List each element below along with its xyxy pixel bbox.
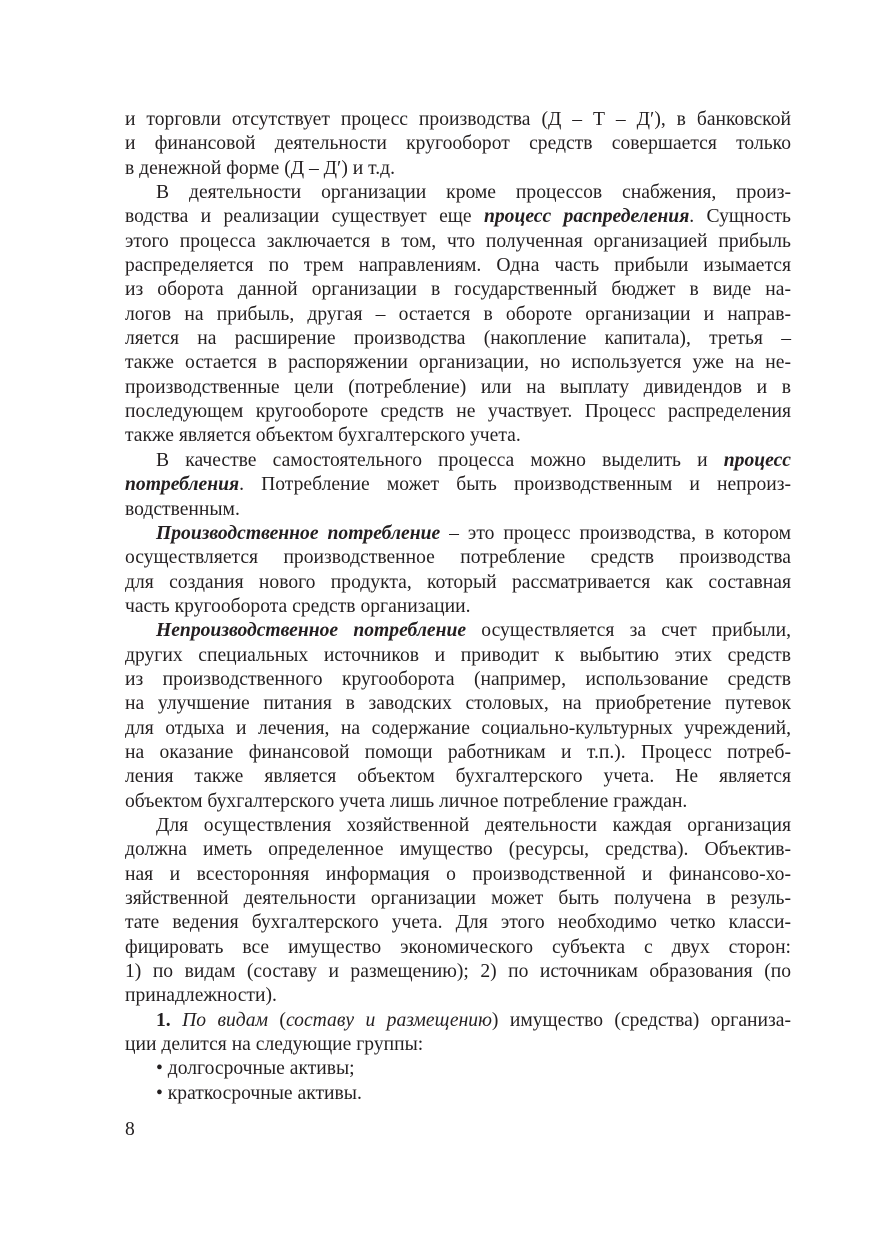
text-run: ( (268, 1009, 286, 1031)
text-line: также является объектом бухгалтерского учета. (125, 425, 521, 447)
text-line: и финансовой деятельности кругооборот средств совершается только (125, 133, 791, 155)
paragraph (125, 814, 791, 1009)
text-line: из производственного кругооборота (например, использование средств (125, 668, 791, 690)
term-productive-consumption: Производственное потребление (156, 522, 441, 544)
text-line: и торговли отсутствует процесс производства (Д – Т – Д′), в банковской (125, 109, 791, 130)
list-number: 1. (156, 1009, 171, 1031)
text-line: часть кругооборота средств организации. (125, 595, 471, 617)
text-line (125, 449, 791, 473)
text-line (125, 473, 791, 497)
text-line: фицировать все имущество экономического субъекта с двух сторон: (125, 936, 791, 958)
text-line: объектом бухгалтерского учета лишь личное потребление граждан. (125, 790, 688, 812)
text-run: В качестве самостоятельного процесса можно выделить и (156, 449, 724, 471)
term-consumption-process: процесс (723, 449, 791, 471)
term-distribution-process: процесс распределения (483, 206, 690, 228)
text-run: осуществляется за счет прибыли, (466, 620, 791, 642)
term-composition-placement: составу и размещению (285, 1009, 492, 1031)
text-line: Для осуществления хозяйственной деятельности каждая организация (156, 814, 791, 836)
text-line: ления также является объектом бухгалтерского учета. Не является (125, 766, 791, 788)
text-line: принадлежности). (125, 985, 277, 1007)
text-line: последующем кругообороте средств не участвует. Процесс распределения (125, 401, 791, 423)
text-line: этого процесса заключается в том, что полученная организацией прибыль (125, 230, 791, 252)
text-line: логов на прибыль, другая – остается в обороте организации и направ- (125, 303, 791, 325)
term-nonproductive-consumption: Непроизводственное потребление (156, 620, 467, 642)
paragraph (125, 1009, 791, 1058)
paragraph (125, 619, 791, 814)
text-line: должна иметь определенное имущество (ресурсы, средства). Объектив- (125, 839, 791, 861)
list-item: • долгосрочные активы; (156, 1058, 355, 1080)
text-line: зяйственной деятельности организации может быть получена в резуль- (125, 888, 791, 909)
text-run: водства и реализации существует еще (125, 206, 484, 228)
paragraph (125, 522, 791, 619)
text-line: на улучшение питания в заводских столовых, на приобретение путевок (125, 693, 791, 715)
page-body (125, 108, 791, 1106)
term-by-type: По видам (182, 1009, 268, 1031)
text-line: распределяется по трем направлениям. Одна часть прибыли изымается (125, 255, 791, 277)
text-line: из оборота данной организации в государственный бюджет в виде на- (125, 279, 791, 301)
text-run: ) имущество (средства) организа- (491, 1009, 791, 1031)
text-line: ная и всесторонняя информация о производственной и финансово-хо- (125, 863, 791, 885)
page-number: 8 (125, 1119, 135, 1140)
text-run: . Потребление может быть производственным и непроиз- (239, 474, 791, 496)
text-line: 1) по видам (составу и размещению); 2) по источникам образования (по (125, 961, 791, 983)
text-line (125, 522, 791, 546)
text-line (125, 1009, 791, 1033)
text-line: производственные цели (потребление) или на выплату дивидендов и в (125, 376, 791, 398)
paragraph (125, 449, 791, 522)
text-line: на оказание финансовой помощи работникам и т.п.). Процесс потреб- (125, 741, 791, 763)
list-item: • краткосрочные активы. (156, 1082, 362, 1104)
text-line: водственным. (125, 498, 240, 520)
text-line: также остается в распоряжении организации, но используется уже на не- (125, 352, 791, 374)
text-line (125, 619, 791, 643)
text-line: в денежной форме (Д – Д′) и т.д. (125, 157, 395, 179)
paragraph (125, 181, 791, 449)
text-line: других специальных источников и приводит к выбытию этих средств (125, 644, 791, 666)
text-line: для отдыха и лечения, на содержание социально-культурных учреждений, (125, 717, 791, 739)
text-line: ции делится на следующие группы: (125, 1034, 424, 1056)
term-consumption-process: потребления (125, 474, 240, 496)
text-line (125, 205, 791, 229)
text-line: ляется на расширение производства (накопление капитала), третья – (125, 328, 791, 350)
text-line: тате ведения бухгалтерского учета. Для этого необходимо четко класси- (125, 912, 791, 934)
text-line: для создания нового продукта, который рассматривается как составная (125, 571, 791, 593)
text-run: . Сущность (689, 206, 791, 228)
text-line: осуществляется производственное потребление средств производства (125, 547, 791, 569)
paragraph (125, 108, 791, 181)
text-run: – это процесс производства, в котором (440, 522, 791, 544)
bullet-list (125, 1057, 791, 1106)
text-run (171, 1010, 182, 1031)
text-line: В деятельности организации кроме процессов снабжения, произ- (156, 182, 791, 204)
